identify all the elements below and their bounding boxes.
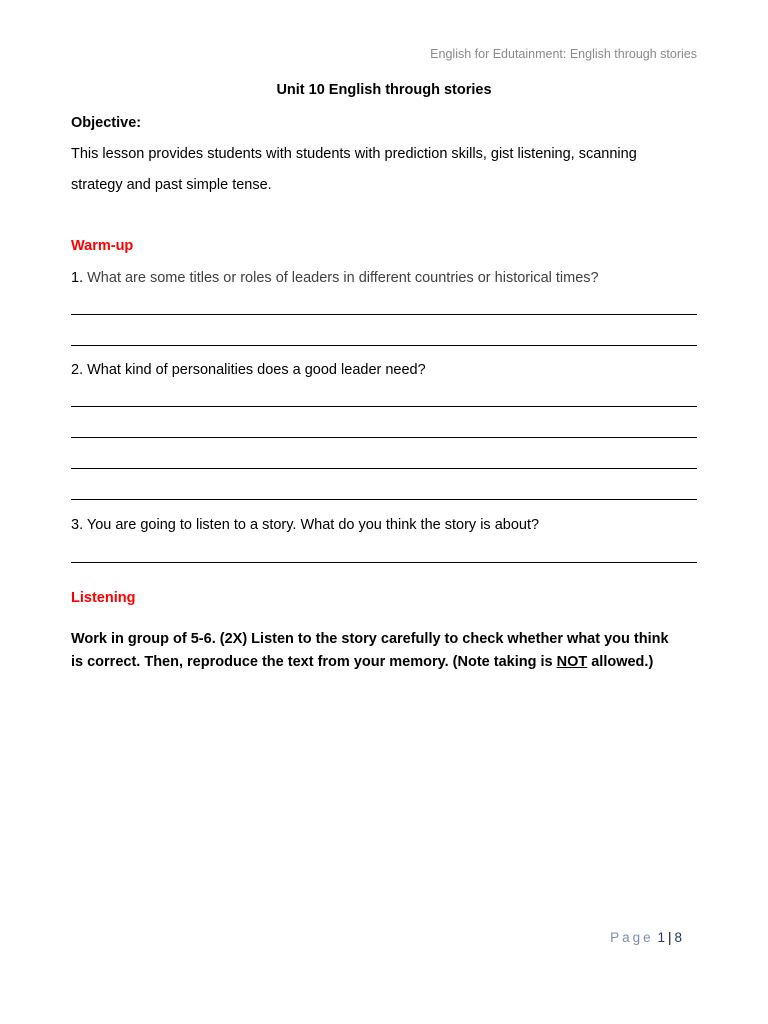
listening-instructions <box>71 628 697 674</box>
answer-line[interactable] <box>71 314 697 315</box>
warmup-question-2: 2. What kind of personalities does a good leader need? <box>71 362 426 378</box>
warmup-heading: Warm-up <box>71 238 134 254</box>
answer-line[interactable] <box>71 499 697 500</box>
answer-line[interactable] <box>71 345 697 346</box>
listening-line-2-start: is correct. Then, reproduce the text from your memory. (Note taking is <box>71 654 557 670</box>
answer-line[interactable] <box>71 468 697 469</box>
objective-text-line-2: strategy and past simple tense. <box>71 177 272 193</box>
listening-line-1: Work in group of 5-6. (2X) Listen to the story carefully to check whether what you think <box>71 631 669 647</box>
total-pages-number: 8 <box>674 930 682 945</box>
warmup-question-1 <box>71 270 697 286</box>
page-footer <box>610 930 682 945</box>
answer-line[interactable] <box>71 406 697 407</box>
answer-line[interactable] <box>71 562 697 563</box>
warmup-question-3: 3. You are going to listen to a story. What do you think the story is about? <box>71 517 540 533</box>
question-1-text: What are some titles or roles of leaders in different countries or historical times? <box>87 270 599 286</box>
emphasis-not: NOT <box>556 654 588 670</box>
objective-heading: Objective: <box>71 115 142 131</box>
current-page-number: 1 <box>657 930 665 945</box>
listening-heading: Listening <box>71 590 136 606</box>
running-header: English for Edutainment: English through stories <box>430 47 697 61</box>
page-separator: | <box>667 930 672 945</box>
answer-line[interactable] <box>71 437 697 438</box>
listening-line-2-end: allowed.) <box>587 654 654 670</box>
page-label: Page <box>610 930 654 945</box>
page-title: Unit 10 English through stories <box>276 82 492 98</box>
question-1-number: 1. <box>71 270 84 286</box>
objective-text-line-1: This lesson provides students with students with prediction skills, gist listening, scanning <box>71 146 637 162</box>
listening-line-2 <box>71 651 697 674</box>
